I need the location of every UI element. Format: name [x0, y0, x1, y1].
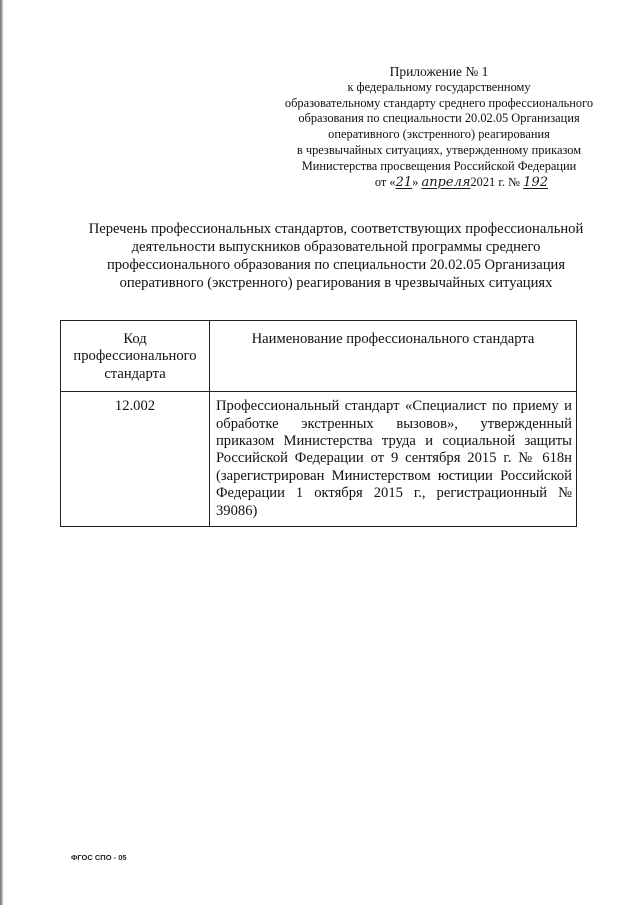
date-year: 2021 г. №	[470, 174, 521, 189]
date-prefix: от «	[374, 174, 396, 189]
appendix-line: к федеральному государственному	[347, 79, 531, 94]
professional-standards-table	[60, 320, 577, 527]
appendix-line: образовательному стандарту среднего профессионального	[284, 95, 594, 110]
table-header-row	[61, 321, 577, 392]
appendix-line: в чрезвычайных ситуациях, утвержденному приказом	[296, 142, 582, 157]
heading-line: Перечень профессиональных стандартов, соответствующих профессиональной	[88, 221, 584, 237]
heading-line: оперативного (экстренного) реагирования в чрезвычайных ситуациях	[119, 275, 553, 291]
appendix-block	[262, 64, 616, 190]
heading-line: деятельности выпускников образовательной программы среднего	[131, 239, 541, 255]
appendix-line: Министерства просвещения Российской Федерации	[301, 158, 577, 173]
appendix-line: образования по специальности 20.02.05 Организация	[298, 111, 580, 126]
date-mid: »	[412, 174, 419, 189]
handwritten-order-number: 192	[523, 174, 548, 190]
standard-code-cell: 12.002	[61, 392, 210, 527]
handwritten-day: 21	[395, 174, 413, 190]
table-row	[61, 392, 577, 527]
heading-line: профессионального образования по специальности 20.02.05 Организация	[106, 257, 566, 273]
standard-name-cell: Профессиональный стандарт «Специалист по приему и обработке экстренных вызовов», утвержденный приказом Министерства труда и социальной защиты Российской Федерации от 9 сентября 2015 г. № 618н (зарегистрирован Министерством юстиции Российской Федерации 1 октября 2015 г., регистрационный № 39086)	[210, 392, 577, 527]
order-date-line	[262, 175, 616, 191]
page-left-edge-shadow	[0, 0, 3, 905]
handwritten-month: апреля	[421, 174, 471, 190]
code-column-header: Код профессионального стандарта	[61, 321, 210, 392]
appendix-line: оперативного (экстренного) реагирования	[328, 127, 550, 142]
footer-label: ФГОС СПО - 05	[71, 853, 127, 862]
document-heading	[66, 220, 606, 292]
appendix-title: Приложение № 1	[389, 64, 489, 79]
name-column-header: Наименование профессионального стандарта	[210, 321, 577, 392]
